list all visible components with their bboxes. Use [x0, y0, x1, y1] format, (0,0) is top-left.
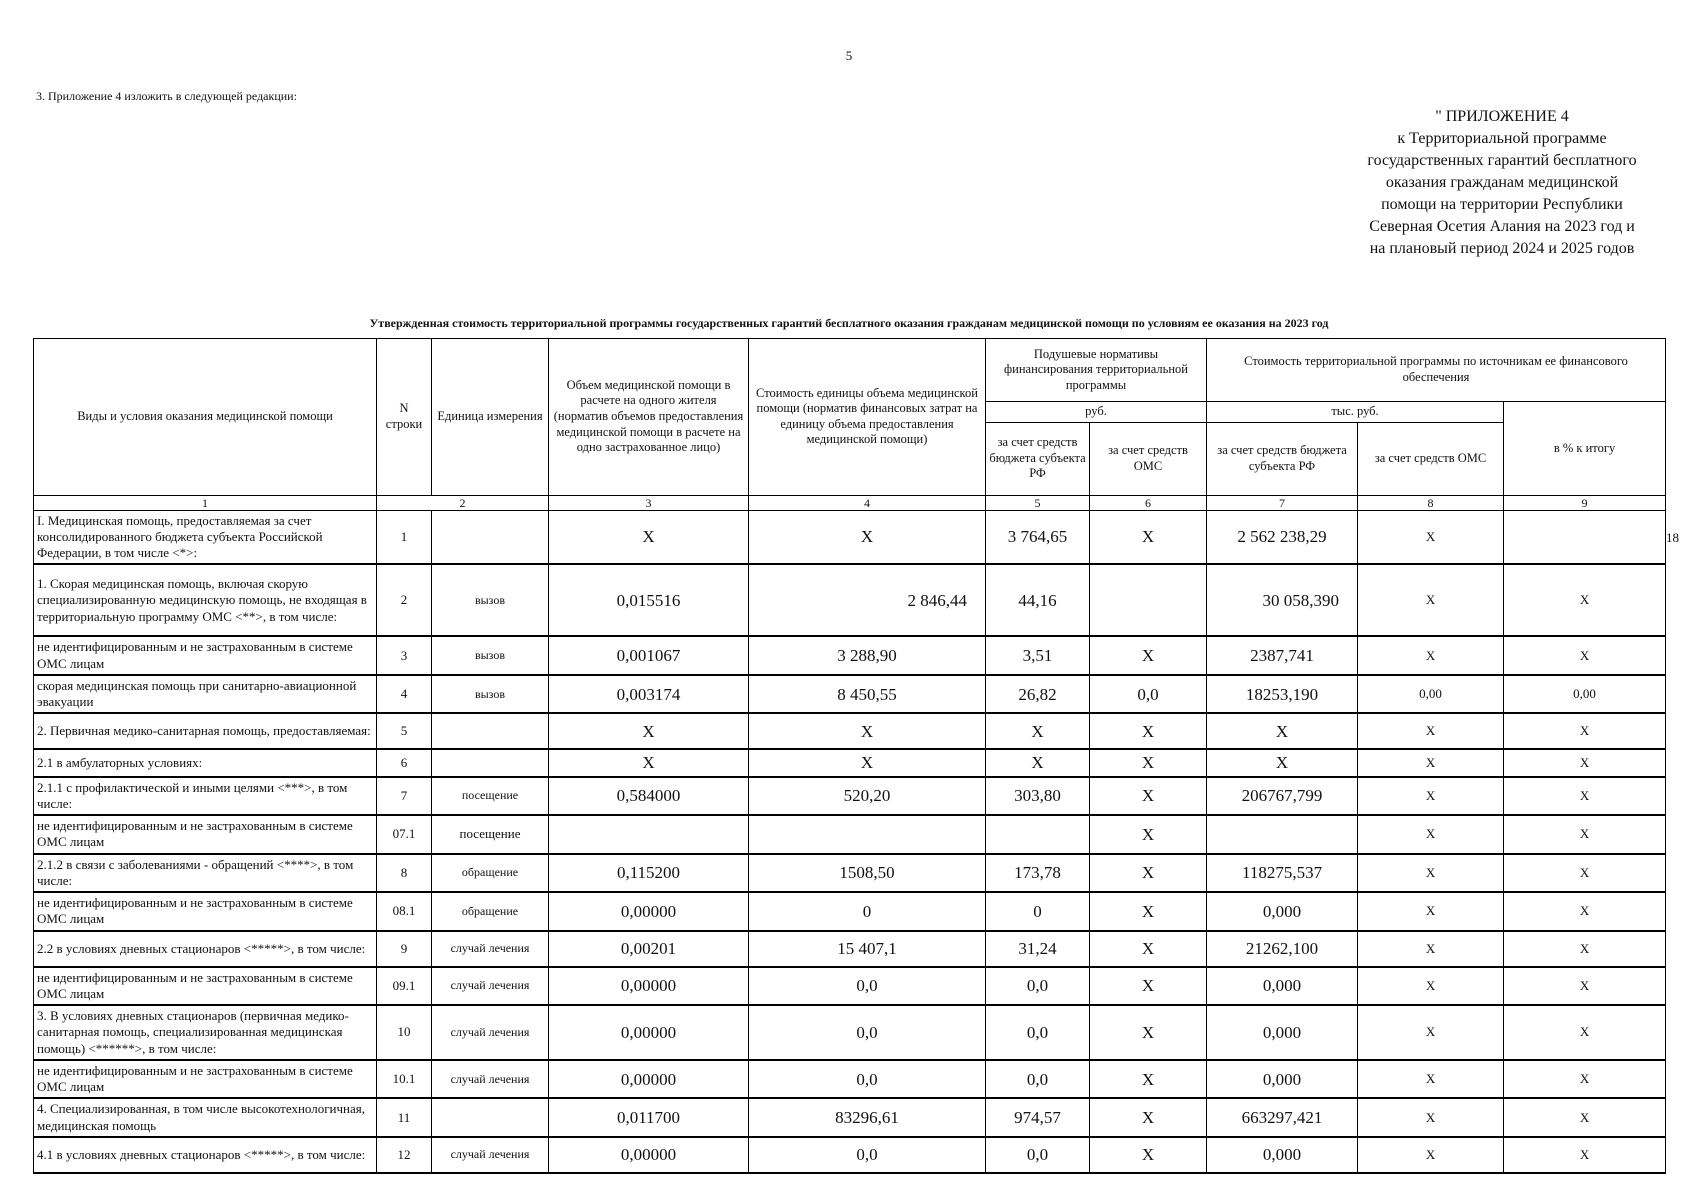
row-per-capita-oms: X — [1090, 1005, 1207, 1060]
row-volume: 0,00000 — [549, 892, 749, 931]
table-row — [34, 510, 1666, 564]
row-per-capita-budget: 0,0 — [986, 1060, 1090, 1099]
row-unit: вызов — [432, 564, 549, 636]
row-volume: 0,00000 — [549, 1005, 749, 1060]
row-unit — [432, 713, 549, 749]
row-pct: X — [1504, 1098, 1666, 1137]
row-per-capita-budget — [986, 815, 1090, 854]
row-cost-budget: 18253,190 — [1207, 675, 1358, 714]
column-numbers-row — [34, 495, 1666, 510]
row-cost-budget: 21262,100 — [1207, 931, 1358, 967]
row-pct-value: 18 — [1666, 529, 1680, 545]
header-row-no: N строки — [377, 339, 432, 496]
header-thous-rub: тыс. руб. — [1207, 402, 1504, 423]
row-name: 2.1.2 в связи с заболеваниями - обращений <****>, в том числе: — [34, 854, 377, 893]
row-name: скорая медицинская помощь при санитарно-авиационной эвакуации — [34, 675, 377, 714]
row-per-capita-budget: X — [986, 749, 1090, 776]
row-cost-budget: 2387,741 — [1207, 636, 1358, 675]
row-unit-cost: 3 288,90 — [749, 636, 986, 675]
row-pct: X — [1504, 967, 1666, 1006]
row-unit-cost: X — [749, 510, 986, 564]
row-name: 1. Скорая медицинская помощь, включая скорую специализированную медицинскую помощь, не входящая в территориальную программу ОМС <**>, в том числе: — [34, 564, 377, 636]
row-cost-oms: X — [1358, 749, 1504, 776]
row-number: 1 — [377, 510, 432, 564]
table-row — [34, 892, 1666, 931]
row-name: не идентифицированным и не застрахованным в системе ОМС лицам — [34, 815, 377, 854]
row-cost-oms: X — [1358, 636, 1504, 675]
row-per-capita-budget: 0,0 — [986, 1005, 1090, 1060]
row-pct: X — [1504, 1060, 1666, 1099]
row-per-capita-budget: 0 — [986, 892, 1090, 931]
row-unit-cost: 8 450,55 — [749, 675, 986, 714]
row-per-capita-oms: X — [1090, 713, 1207, 749]
row-volume: X — [549, 713, 749, 749]
table-row — [34, 675, 1666, 714]
annex-line: к Территориальной программе — [1397, 130, 1607, 147]
row-unit: обращение — [432, 892, 549, 931]
table-row — [34, 1098, 1666, 1137]
header-per-capita: Подушевые нормативы финансирования территориальной программы — [986, 339, 1207, 402]
row-cost-budget: X — [1207, 749, 1358, 776]
row-number: 11 — [377, 1098, 432, 1137]
row-volume: 0,003174 — [549, 675, 749, 714]
row-number: 8 — [377, 854, 432, 893]
annex-title: " ПРИЛОЖЕНИЕ 4 — [1435, 108, 1569, 125]
row-unit-cost: 0,0 — [749, 1005, 986, 1060]
row-name: не идентифицированным и не застрахованным в системе ОМС лицам — [34, 1060, 377, 1099]
cost-table — [33, 338, 1680, 1174]
table-row — [34, 854, 1666, 893]
row-unit-cost: 83296,61 — [749, 1098, 986, 1137]
col-number: 5 — [986, 495, 1090, 510]
row-unit: случай лечения — [432, 1060, 549, 1099]
table-row — [34, 931, 1666, 967]
row-per-capita-budget: 173,78 — [986, 854, 1090, 893]
row-per-capita-budget: 3,51 — [986, 636, 1090, 675]
row-volume: 0,115200 — [549, 854, 749, 893]
col-number: 2 — [377, 495, 549, 510]
table-row — [34, 713, 1666, 749]
row-unit-cost: 1508,50 — [749, 854, 986, 893]
row-pct: X — [1504, 892, 1666, 931]
row-cost-oms: X — [1358, 510, 1504, 564]
row-number: 6 — [377, 749, 432, 776]
row-per-capita-budget: 0,0 — [986, 1137, 1090, 1173]
row-per-capita-oms — [1090, 564, 1207, 636]
row-number: 12 — [377, 1137, 432, 1173]
col-number: 7 — [1207, 495, 1358, 510]
row-name: не идентифицированным и не застрахованным в системе ОМС лицам — [34, 636, 377, 675]
row-name: 2.1.1 с профилактической и иными целями <***>, в том числе: — [34, 777, 377, 816]
row-unit-cost: 0,0 — [749, 967, 986, 1006]
row-pct: X — [1504, 815, 1666, 854]
row-per-capita-oms: X — [1090, 892, 1207, 931]
col-number: 3 — [549, 495, 749, 510]
row-cost-oms: X — [1358, 1137, 1504, 1173]
row-number: 9 — [377, 931, 432, 967]
row-per-capita-oms: X — [1090, 967, 1207, 1006]
row-cost-budget: 2 562 238,29 — [1207, 510, 1358, 564]
row-pct: X — [1504, 564, 1666, 636]
row-per-capita-budget: 44,16 — [986, 564, 1090, 636]
annex-line: помощи на территории Республики — [1381, 196, 1623, 213]
row-volume: 0,011700 — [549, 1098, 749, 1137]
row-cost-oms: X — [1358, 1098, 1504, 1137]
row-volume: X — [549, 510, 749, 564]
table-row — [34, 1060, 1666, 1099]
table-row — [34, 1137, 1666, 1173]
annex-line: оказания гражданам медицинской — [1385, 174, 1619, 191]
row-unit-cost: 520,20 — [749, 777, 986, 816]
row-number: 3 — [377, 636, 432, 675]
row-unit: посещение — [432, 777, 549, 816]
row-per-capita-budget: 31,24 — [986, 931, 1090, 967]
row-pct: 0,00 — [1504, 675, 1666, 714]
row-pct: X — [1504, 931, 1666, 967]
row-per-capita-budget: 0,0 — [986, 967, 1090, 1006]
row-unit — [432, 1098, 549, 1137]
row-pct: X — [1504, 1137, 1666, 1173]
row-per-capita-oms: X — [1090, 636, 1207, 675]
row-name: не идентифицированным и не застрахованным в системе ОМС лицам — [34, 967, 377, 1006]
row-number: 10.1 — [377, 1060, 432, 1099]
row-pct — [1504, 510, 1680, 564]
row-per-capita-oms: X — [1090, 1060, 1207, 1099]
table-row — [34, 815, 1666, 854]
row-unit-cost: 2 846,44 — [749, 564, 986, 636]
row-unit-cost: 15 407,1 — [749, 931, 986, 967]
header-kinds: Виды и условия оказания медицинской помощи — [34, 339, 377, 496]
row-cost-oms: X — [1358, 1005, 1504, 1060]
header-budget-thous: за счет средств бюджета субъекта РФ — [1207, 422, 1358, 495]
row-name: 2.2 в условиях дневных стационаров <*****>, в том числе: — [34, 931, 377, 967]
row-unit-cost — [749, 815, 986, 854]
row-per-capita-oms: X — [1090, 777, 1207, 816]
row-volume: 0,00000 — [549, 1137, 749, 1173]
row-per-capita-budget: 26,82 — [986, 675, 1090, 714]
row-cost-oms: X — [1358, 967, 1504, 1006]
row-per-capita-oms: X — [1090, 931, 1207, 967]
annex-line: государственных гарантий бесплатного — [1367, 152, 1637, 169]
row-unit: случай лечения — [432, 1137, 549, 1173]
row-unit — [432, 749, 549, 776]
header-unit: Единица измерения — [432, 339, 549, 496]
row-per-capita-budget: 3 764,65 — [986, 510, 1090, 564]
table-row — [34, 636, 1666, 675]
row-number: 09.1 — [377, 967, 432, 1006]
row-unit: вызов — [432, 636, 549, 675]
row-name: 2.1 в амбулаторных условиях: — [34, 749, 377, 776]
row-volume: 0,00000 — [549, 967, 749, 1006]
row-per-capita-budget: 303,80 — [986, 777, 1090, 816]
row-cost-oms: X — [1358, 854, 1504, 893]
row-volume — [549, 815, 749, 854]
row-unit-cost: 0 — [749, 892, 986, 931]
row-cost-budget: 0,000 — [1207, 1137, 1358, 1173]
intro-text: 3. Приложение 4 изложить в следующей редакции: — [36, 89, 297, 103]
table-row — [34, 1005, 1666, 1060]
table-row — [34, 967, 1666, 1006]
row-name: 4. Специализированная, в том числе высокотехнологичная, медицинская помощь — [34, 1098, 377, 1137]
row-cost-budget: 0,000 — [1207, 892, 1358, 931]
row-name: 3. В условиях дневных стационаров (первичная медико-санитарная помощь, специализированная медицинская помощь) <******>, в том числе: — [34, 1005, 377, 1060]
row-pct: X — [1504, 636, 1666, 675]
row-number: 08.1 — [377, 892, 432, 931]
row-number: 2 — [377, 564, 432, 636]
col-number: 6 — [1090, 495, 1207, 510]
row-unit-cost: 0,0 — [749, 1060, 986, 1099]
row-number: 10 — [377, 1005, 432, 1060]
row-per-capita-oms: 0,0 — [1090, 675, 1207, 714]
row-unit: случай лечения — [432, 931, 549, 967]
row-per-capita-budget: 974,57 — [986, 1098, 1090, 1137]
row-cost-budget: 118275,537 — [1207, 854, 1358, 893]
row-unit: вызов — [432, 675, 549, 714]
row-cost-budget: X — [1207, 713, 1358, 749]
row-volume: 0,584000 — [549, 777, 749, 816]
row-cost-budget: 206767,799 — [1207, 777, 1358, 816]
row-name: 4.1 в условиях дневных стационаров <*****>, в том числе: — [34, 1137, 377, 1173]
row-unit-cost: X — [749, 749, 986, 776]
row-cost-oms: X — [1358, 564, 1504, 636]
col-number: 8 — [1358, 495, 1504, 510]
row-number: 07.1 — [377, 815, 432, 854]
row-cost-oms: X — [1358, 1060, 1504, 1099]
row-cost-oms: X — [1358, 931, 1504, 967]
row-number: 5 — [377, 713, 432, 749]
row-cost-budget: 30 058,390 — [1207, 564, 1358, 636]
row-unit — [432, 510, 549, 564]
col-number: 4 — [749, 495, 986, 510]
row-volume: 0,001067 — [549, 636, 749, 675]
row-per-capita-budget: X — [986, 713, 1090, 749]
row-volume: X — [549, 749, 749, 776]
row-pct: X — [1504, 1005, 1666, 1060]
row-unit: случай лечения — [432, 1005, 549, 1060]
row-pct: X — [1504, 713, 1666, 749]
annex-heading — [1352, 106, 1652, 260]
row-cost-budget — [1207, 815, 1358, 854]
header-volume: Объем медицинской помощи в расчете на одного жителя (норматив объемов предоставления медицинской помощи в расчете на одно застрахованное лицо) — [549, 339, 749, 496]
col-number: 9 — [1504, 495, 1666, 510]
header-cost: Стоимость территориальной программы по источникам ее финансового обеспечения — [1207, 339, 1666, 402]
header-rub: руб. — [986, 402, 1207, 423]
row-per-capita-oms: X — [1090, 749, 1207, 776]
header-oms: за счет средств ОМС — [1090, 422, 1207, 495]
row-per-capita-oms: X — [1090, 1137, 1207, 1173]
header-pct: в % к итогу — [1504, 402, 1666, 496]
row-per-capita-oms: X — [1090, 815, 1207, 854]
annex-line: на плановый период 2024 и 2025 годов — [1369, 240, 1635, 257]
row-name: I. Медицинская помощь, предоставляемая за счет консолидированного бюджета субъекта Российской Федерации, в том числе <*>: — [34, 510, 377, 564]
row-cost-budget: 0,000 — [1207, 1005, 1358, 1060]
row-number: 7 — [377, 777, 432, 816]
row-volume: 0,015516 — [549, 564, 749, 636]
table-title: Утвержденная стоимость территориальной программы государственных гарантий бесплатного оказания гражданам медицинской помощи по условиям ее оказания на 2023 год — [369, 316, 1329, 330]
row-unit: случай лечения — [432, 967, 549, 1006]
table-row — [34, 749, 1666, 776]
row-cost-oms: X — [1358, 713, 1504, 749]
row-pct: X — [1504, 854, 1666, 893]
row-name: не идентифицированным и не застрахованным в системе ОМС лицам — [34, 892, 377, 931]
row-per-capita-oms: X — [1090, 854, 1207, 893]
header-budget: за счет средств бюджета субъекта РФ — [986, 422, 1090, 495]
table-row — [34, 777, 1666, 816]
table-row — [34, 564, 1666, 636]
annex-line: Северная Осетия Алания на 2023 год и — [1369, 218, 1635, 235]
row-pct: X — [1504, 749, 1666, 776]
row-pct: X — [1504, 777, 1666, 816]
header-unit-cost: Стоимость единицы объема медицинской помощи (норматив финансовых затрат на единицу объема предоставления медицинской помощи) — [749, 339, 986, 496]
row-unit-cost: 0,0 — [749, 1137, 986, 1173]
row-cost-oms: X — [1358, 892, 1504, 931]
row-unit-cost: X — [749, 713, 986, 749]
page-number: 5 — [845, 48, 853, 63]
row-per-capita-oms: X — [1090, 1098, 1207, 1137]
row-cost-oms: 0,00 — [1358, 675, 1504, 714]
row-per-capita-oms: X — [1090, 510, 1207, 564]
row-volume: 0,00201 — [549, 931, 749, 967]
header-oms-thous: за счет средств ОМС — [1358, 422, 1504, 495]
row-cost-budget: 0,000 — [1207, 1060, 1358, 1099]
row-volume: 0,00000 — [549, 1060, 749, 1099]
row-cost-oms: X — [1358, 815, 1504, 854]
row-unit: обращение — [432, 854, 549, 893]
row-cost-budget: 663297,421 — [1207, 1098, 1358, 1137]
row-unit: посещение — [432, 815, 549, 854]
row-cost-budget: 0,000 — [1207, 967, 1358, 1006]
col-number: 1 — [34, 495, 377, 510]
row-number: 4 — [377, 675, 432, 714]
row-cost-oms: X — [1358, 777, 1504, 816]
row-name: 2. Первичная медико-санитарная помощь, предоставляемая: — [34, 713, 377, 749]
